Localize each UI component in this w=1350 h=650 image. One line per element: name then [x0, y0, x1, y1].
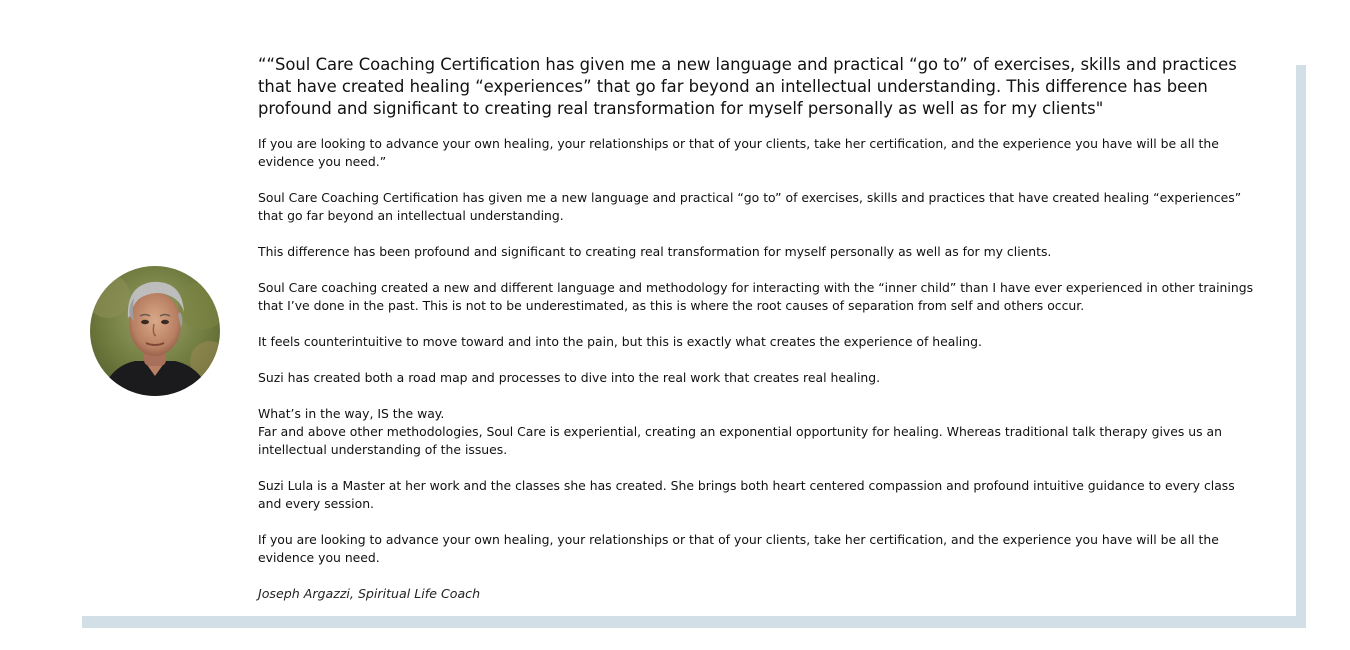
- testimonial-paragraph: Far and above other methodologies, Soul Care is experiential, creating an exponential opportunity for healing. Whereas traditional talk therapy gives us an intellectual understanding of the issues.: [258, 424, 1222, 457]
- author-photo: [90, 266, 220, 396]
- testimonial-paragraph: What’s in the way, IS the way.: [258, 406, 445, 421]
- testimonial-paragraph: Soul Care Coaching Certification has given me a new language and practical “go to” of exercises, skills and practices that have created healing “experiences” that go far beyond an intellectual understanding.: [258, 190, 1242, 223]
- testimonial-paragraph: If you are looking to advance your own healing, your relationships or that of your clients, take her certification, and the experience you have will be all the evidence you need.”: [258, 136, 1219, 169]
- testimonial-content: [258, 54, 1258, 603]
- testimonial-paragraph: This difference has been profound and significant to creating real transformation for myself personally as well as for my clients.: [258, 244, 1052, 259]
- card-shadow-bottom: [82, 616, 1306, 628]
- testimonial-author: Joseph Argazzi, Spiritual Life Coach: [258, 586, 481, 601]
- testimonial-paragraph: Suzi has created both a road map and processes to dive into the real work that creates real healing.: [258, 370, 881, 385]
- testimonial-quote: ““Soul Care Coaching Certification has given me a new language and practical “go to” of exercises, skills and practices that have created healing “experiences” that go far beyond an intellectual understanding. This difference has been profound and significant to creating real transformation for myself personally as well as for my clients": [258, 55, 1237, 118]
- author-avatar: [90, 266, 220, 396]
- testimonial-paragraph: If you are looking to advance your own healing, your relationships or that of your clients, take her certification, and the experience you have will be all the evidence you need.: [258, 532, 1219, 565]
- card-shadow-right: [1296, 65, 1306, 628]
- testimonial-paragraph: Suzi Lula is a Master at her work and the classes she has created. She brings both heart centered compassion and profound intuitive guidance to every class and every session.: [258, 478, 1235, 511]
- testimonial-paragraph: Soul Care coaching created a new and different language and methodology for interacting with the “inner child” than I have ever experienced in other trainings that I’ve done in the past. This is not to be underestimated, as this is where the root causes of separation from self and others occur.: [258, 280, 1254, 313]
- testimonial-paragraph: It feels counterintuitive to move toward and into the pain, but this is exactly what creates the experience of healing.: [258, 334, 982, 349]
